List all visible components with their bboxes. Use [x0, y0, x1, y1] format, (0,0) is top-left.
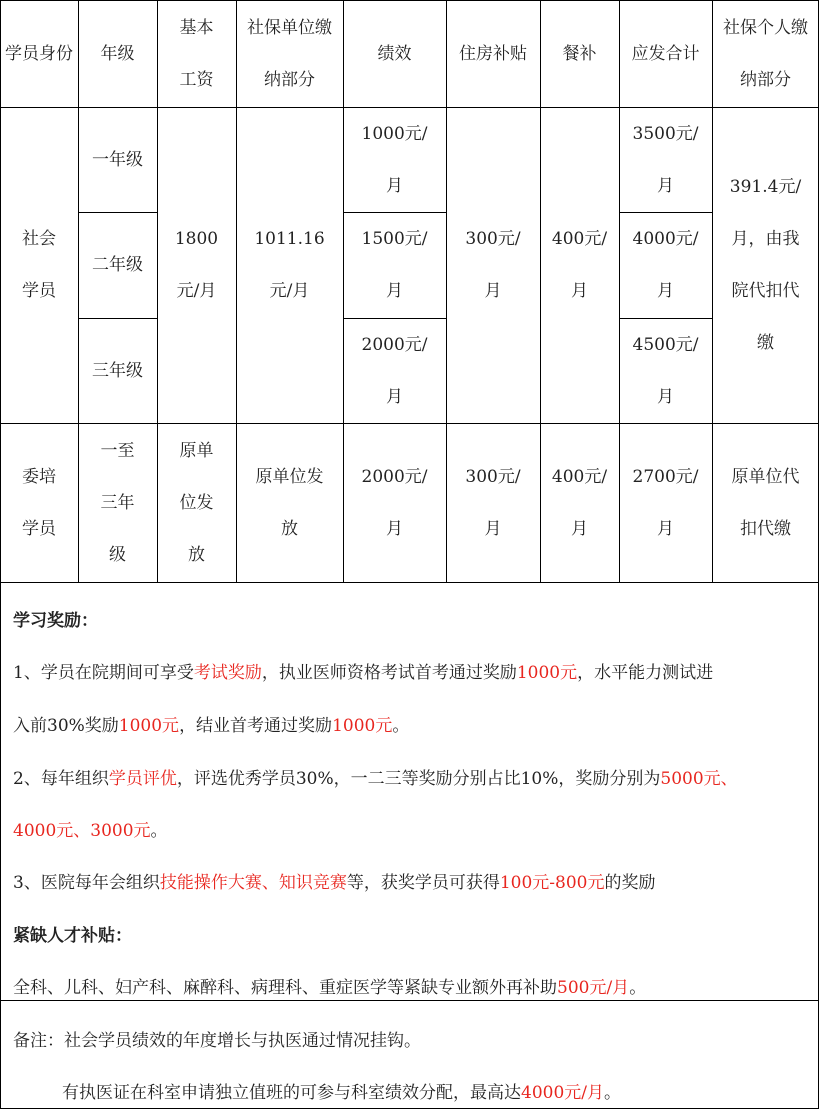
commissioned-base-salary: 原单位发放 [179, 440, 214, 565]
reward-item-1-line-2: 入前30%奖励1000元，结业首考通过奖励1000元。 [13, 716, 410, 736]
reward-item-2-line-2: 4000元、3000元。 [13, 821, 168, 841]
note-line-2: 有执医证在科室申请独立值班的可参与科室绩效分配，最高达4000元/月。 [62, 1083, 621, 1103]
social-performance-1: 1000元/月 [361, 123, 428, 196]
reward-item-3: 3、医院每年会组织技能操作大赛、知识竞赛等，获奖学员可获得100元-800元的奖励 [13, 873, 656, 893]
note-line-1: 备注：社会学员绩效的年度增长与执医通过情况挂钩。 [13, 1031, 421, 1051]
social-personal-insurance: 391.4元/月，由我院代扣代缴 [729, 177, 802, 353]
commissioned-meal: 400元/月 [551, 466, 608, 539]
commissioned-performance: 2000元/月 [361, 466, 428, 539]
social-identity: 社会学员 [22, 229, 56, 301]
social-total-2: 4000元/月 [632, 229, 699, 301]
header-base-salary: 基本工资 [179, 17, 214, 90]
social-performance-2: 1500元/月 [361, 229, 428, 301]
header-grade: 年级 [100, 43, 135, 64]
header-housing: 住房补贴 [459, 43, 527, 64]
social-grade-2: 二年级 [92, 255, 143, 275]
commissioned-grade: 一至三年级 [100, 440, 135, 565]
commissioned-identity: 委培学员 [22, 466, 56, 539]
social-base-salary: 1800元/月 [174, 229, 219, 301]
header-performance: 绩效 [377, 43, 412, 64]
social-housing: 300元/月 [465, 229, 521, 301]
shortage-title: 紧缺人才补贴： [13, 926, 132, 946]
rewards-title: 学习奖励： [13, 611, 98, 631]
header-employer-insurance: 社保单位缴纳部分 [247, 17, 332, 90]
section-rule [0, 1000, 819, 1001]
header-meal: 餐补 [562, 43, 597, 64]
header-personal-insurance: 社保个人缴纳部分 [723, 17, 808, 90]
social-grade-1: 一年级 [92, 149, 143, 170]
commissioned-personal-insurance: 原单位代扣代缴 [731, 466, 800, 539]
commissioned-housing: 300元/月 [465, 466, 521, 539]
header-total: 应发合计 [631, 43, 700, 64]
commissioned-employer-insurance: 原单位发放 [255, 466, 324, 539]
shortage-text: 全科、儿科、妇产科、麻醉科、病理科、重症医学等紧缺专业额外再补助500元/月。 [13, 978, 647, 998]
commissioned-total: 2700元/月 [632, 466, 699, 539]
social-total-1: 3500元/月 [632, 123, 699, 196]
social-grade-3: 三年级 [92, 360, 143, 381]
header-identity: 学员身份 [5, 43, 73, 64]
social-total-3: 4500元/月 [632, 334, 699, 407]
table-rule [0, 582, 819, 583]
social-performance-3: 2000元/月 [361, 334, 428, 407]
reward-item-1-line-1: 1、学员在院期间可享受考试奖励，执业医师资格考试首考通过奖励1000元，水平能力测试进 [13, 663, 714, 683]
social-meal: 400元/月 [551, 229, 608, 301]
social-employer-insurance: 1011.16元/月 [254, 229, 325, 301]
reward-item-2-line-1: 2、每年组织学员评优，评选优秀学员30%，一二三等奖励分别占比10%，奖励分别为5000元、 [13, 769, 738, 789]
